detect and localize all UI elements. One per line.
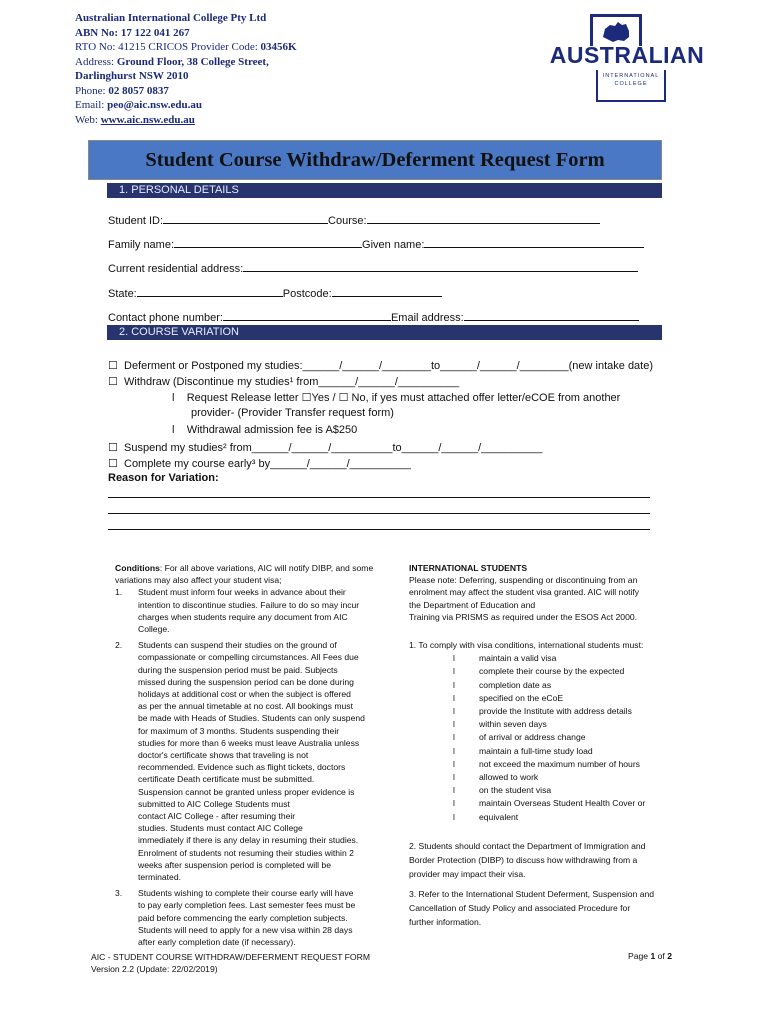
text-line: Cancellation of Study Policy and associated Procedure for: [409, 902, 631, 913]
condition-line: immediately if there is any delay in resuming their studies.: [138, 835, 359, 846]
web-line: [75, 113, 405, 128]
logo-sub-college: COLLEGE: [614, 81, 648, 87]
section-course-variation-heading: 2. COURSE VARIATION: [107, 325, 662, 340]
complete-early-text: Complete my course early³ by______/______/__________: [124, 458, 411, 470]
text-line: Training via PRISMS as required under the ESOS Act 2000.: [409, 611, 638, 622]
address-line1: [75, 55, 405, 70]
visa-condition-text: maintain a valid visa: [479, 653, 557, 664]
conditions-intro: [115, 562, 390, 586]
checkbox-icon[interactable]: ☐: [108, 458, 118, 470]
visa-condition-text: maintain Overseas Student Health Cover or: [479, 798, 646, 809]
address-street: Ground Floor, 38 College Street,: [116, 55, 269, 68]
logo-wordmark: AUSTRALIAN: [549, 42, 705, 68]
withdrawal-fee: [172, 424, 357, 436]
visa-condition-item: [453, 718, 689, 730]
address-label: Address:: [75, 55, 117, 68]
visa-condition-item: [453, 745, 689, 757]
condition-line: intention to discontinue studies. Failure to do so may incur: [138, 599, 360, 610]
withdraw-text: Withdraw (Discontinue my studies¹ from______/______/__________: [124, 376, 460, 388]
visa-condition-text: within seven days: [479, 719, 547, 730]
text-line: the Department of Education and: [409, 599, 536, 610]
condition-line: compassionate or compelling circumstances. All Fees due: [138, 652, 359, 663]
visa-condition-item: [453, 771, 689, 783]
condition-line: College.: [138, 624, 170, 635]
course-label: Course:: [328, 215, 367, 227]
visa-condition-text: of arrival or address change: [479, 732, 586, 743]
course-field[interactable]: [367, 212, 600, 224]
visa-condition-item: [453, 679, 689, 691]
rto-prefix: RTO No: 41215 CRICOS Provider Code:: [75, 41, 261, 53]
bullet-icon: l: [453, 666, 455, 677]
reason-field-line-2[interactable]: [108, 513, 650, 514]
contact-phone-label: Contact phone number:: [108, 312, 223, 324]
condition-line: Student must inform four weeks in advance about their: [138, 587, 346, 598]
text-line: 3. Refer to the International Student Deferment, Suspension and: [409, 888, 655, 899]
student-id-row: [108, 212, 600, 227]
visa-conditions-list: [453, 652, 689, 823]
condition-line: holidays at additional cost or when the subject is offered: [138, 689, 351, 700]
text-line: enrolment may affect the student visa granted. AIC will notify: [409, 587, 640, 598]
condition-item: [115, 586, 390, 635]
given-name-field[interactable]: [424, 236, 644, 248]
bullet-icon: l: [453, 653, 455, 664]
condition-line: be made with Heads of Studies. Students can only suspend: [138, 713, 365, 724]
international-point-2: [409, 839, 689, 881]
student-id-label: Student ID:: [108, 215, 164, 227]
postcode-label: Postcode:: [282, 288, 332, 300]
email-value: peo@aic.nsw.edu.au: [107, 99, 202, 111]
phone-label: Phone:: [75, 84, 109, 97]
postcode-field[interactable]: [332, 285, 442, 297]
logo-sub-international: INTERNATIONAL: [602, 73, 660, 79]
address-row: [108, 260, 638, 275]
rto-line: [75, 40, 405, 55]
form-title: Student Course Withdraw/Deferment Request Form: [145, 149, 605, 171]
international-note: [409, 574, 689, 623]
visa-condition-text: maintain a full-time study load: [479, 745, 593, 756]
condition-number: 1.: [115, 587, 123, 598]
phone-value: 02 8057 0837: [108, 84, 169, 97]
international-point-1: 1. To comply with visa conditions, international students must:: [409, 640, 644, 651]
condition-item: [115, 639, 390, 883]
condition-line: doctor's certificate shows that traveling is not: [138, 750, 309, 761]
organisation-details: [75, 11, 405, 127]
condition-line: after early completion date (if necessary).: [138, 937, 296, 948]
release-letter-option: [172, 391, 620, 404]
bullet-icon: l: [453, 798, 455, 809]
checkbox-icon[interactable]: ☐: [108, 376, 118, 388]
cricos-code: 03456K: [260, 41, 297, 53]
international-students-block: [409, 562, 689, 929]
bullet-icon: l: [453, 772, 455, 783]
suspend-option[interactable]: [108, 441, 542, 454]
conditions-block: [115, 562, 390, 948]
condition-line: recommended. Evidence such as flight tickets, doctors: [138, 762, 346, 773]
condition-line: submitted to AIC College Students must: [138, 798, 290, 809]
bullet-icon: l: [453, 692, 455, 703]
visa-condition-text: complete their course by the expected: [479, 666, 625, 677]
condition-text: [138, 586, 359, 635]
condition-line: contact AIC College - after resuming their: [138, 811, 296, 822]
state-field[interactable]: [137, 285, 283, 297]
checkbox-icon[interactable]: ☐: [108, 442, 118, 454]
condition-line: Students will need to apply for a new visa within 28 days: [138, 924, 353, 935]
visa-condition-item: [453, 705, 689, 717]
visa-condition-text: provide the Institute with address details: [479, 706, 632, 717]
residential-address-field[interactable]: [243, 260, 638, 272]
condition-line: to pay early completion fees. Last semester fees must be: [138, 900, 356, 911]
conditions-heading: Conditions: [115, 563, 160, 573]
condition-line: studies for more than 6 weeks must leave Australia unless: [138, 737, 360, 748]
page-prefix: Page: [628, 951, 651, 961]
checkbox-icon[interactable]: ☐: [108, 360, 118, 372]
text-line: provider may impact their visa.: [409, 868, 526, 879]
logo-subtitle: [596, 70, 666, 102]
condition-line: weeks after suspension period is completed will be: [138, 859, 331, 870]
condition-line: Students wishing to complete their course early will have: [138, 888, 354, 899]
international-heading: INTERNATIONAL STUDENTS: [409, 563, 528, 573]
reason-label: Reason for Variation:: [108, 472, 219, 484]
web-link[interactable]: www.aic.nsw.edu.au: [100, 113, 195, 126]
withdraw-option[interactable]: [108, 375, 459, 388]
page-number: [628, 951, 672, 961]
student-id-field[interactable]: [163, 212, 328, 224]
visa-condition-item: [453, 652, 689, 664]
condition-line: missed during the suspension period can be done during: [138, 676, 354, 687]
condition-text: [138, 639, 365, 883]
visa-condition-text: on the student visa: [479, 785, 552, 796]
company-name: Australian International College Pty Ltd: [75, 12, 267, 24]
contact-phone-field[interactable]: [223, 309, 391, 321]
conditions-list: [115, 586, 390, 948]
bullet-icon: l: [172, 424, 175, 436]
abn: ABN No: 17 122 041 267: [75, 26, 190, 39]
email-address-field[interactable]: [464, 309, 639, 321]
page-current: 1: [650, 951, 656, 961]
footer-doc-title: AIC - STUDENT COURSE WITHDRAW/DEFERMENT REQUEST FORM: [91, 952, 370, 962]
given-name-label: Given name:: [362, 239, 425, 251]
complete-early-option[interactable]: [108, 457, 411, 470]
conditions-intro-text: : For all above variations, AIC will notify DIBP, and some variations may also affect your student visa;: [115, 563, 374, 586]
form-title-bar: [88, 140, 662, 180]
text-line: Border Protection (DIBP) to discuss how withdrawing from a: [409, 854, 638, 865]
visa-condition-item: [453, 784, 689, 796]
condition-line: terminated.: [138, 872, 181, 883]
condition-line: for maximum of 3 months. Students suspending their: [138, 725, 340, 736]
international-point-3: [409, 887, 689, 929]
condition-line: during the suspension period must be paid. Subjects: [138, 664, 338, 675]
visa-condition-item: [453, 692, 689, 704]
condition-number: 3.: [115, 888, 123, 899]
visa-condition-text: not exceed the maximum number of hours: [479, 758, 640, 769]
family-name-field[interactable]: [174, 236, 362, 248]
visa-condition-text: completion date as: [479, 679, 552, 690]
bullet-icon: l: [453, 706, 455, 717]
email-address-label: Email address:: [390, 312, 464, 324]
family-name-label: Family name:: [108, 239, 175, 251]
condition-line: Enrolment of students not resuming their studies within 2: [138, 847, 354, 858]
visa-condition-text: specified on the eCoE: [479, 692, 564, 703]
visa-condition-item: [453, 797, 689, 809]
text-line: 2. Students should contact the Department of Immigration and: [409, 840, 646, 851]
page-of: of: [655, 951, 668, 961]
condition-line: paid before commencing the early completion subjects.: [138, 912, 348, 923]
visa-condition-item: [453, 665, 689, 677]
contact-row: [108, 309, 639, 324]
email-label: Email:: [75, 99, 108, 111]
visa-condition-text: allowed to work: [479, 772, 539, 783]
condition-number: 2.: [115, 640, 123, 651]
visa-condition-item: [453, 758, 689, 770]
release-letter-text: Request Release letter ☐Yes / ☐ No, if yes must attached offer letter/eCOE from another: [186, 392, 621, 404]
release-letter-continued: provider- (Provider Transfer request form): [191, 407, 394, 419]
deferment-option[interactable]: [108, 359, 653, 372]
state-row: [108, 285, 442, 300]
address-line2: Darlinghurst NSW 2010: [75, 70, 189, 82]
withdrawal-fee-text: Withdrawal admission fee is A$250: [186, 424, 358, 436]
name-row: [108, 236, 644, 251]
text-line: Please note: Deferring, suspending or discontinuing from an: [409, 575, 638, 586]
web-label: Web:: [75, 113, 101, 126]
footer-left: [91, 951, 370, 975]
reason-field-line-3[interactable]: [108, 529, 650, 530]
state-label: State:: [108, 288, 137, 300]
bullet-icon: l: [453, 679, 455, 690]
visa-condition-item: [453, 731, 689, 743]
deferment-text: Deferment or Postponed my studies:______/______/________to______/______/________(new intake date): [124, 360, 654, 372]
bullet-icon: l: [453, 732, 455, 743]
text-line: further information.: [409, 916, 482, 927]
condition-line: as per the annual timetable at no cost. All bookings must: [138, 701, 353, 712]
bullet-icon: l: [453, 785, 455, 796]
bullet-icon: l: [172, 392, 175, 404]
condition-line: studies. Students must contact AIC College: [138, 823, 303, 834]
visa-condition-text: equivalent: [479, 811, 519, 822]
bullet-icon: l: [453, 745, 455, 756]
bullet-icon: l: [453, 758, 455, 769]
visa-condition-item: [453, 811, 689, 823]
condition-line: certificate Death certificate must be submitted.: [138, 774, 315, 785]
email-line: [75, 98, 405, 113]
condition-line: Suspension cannot be granted unless proper evidence is: [138, 786, 355, 797]
condition-text: [138, 887, 355, 948]
suspend-text: Suspend my studies² from______/______/__________to______/______/__________: [124, 442, 543, 454]
residential-address-label: Current residential address:: [108, 263, 244, 275]
footer-version: Version 2.2 (Update: 22/02/2019): [91, 964, 218, 974]
phone-line: [75, 84, 405, 99]
condition-line: Students can suspend their studies on the ground of: [138, 640, 337, 651]
page-total: 2: [667, 951, 672, 961]
australia-map-icon: [593, 17, 639, 45]
condition-item: [115, 887, 390, 948]
bullet-icon: l: [453, 811, 455, 822]
reason-field-line-1[interactable]: [108, 497, 650, 498]
condition-line: charges when students require any document from AIC: [138, 611, 348, 622]
section-personal-details-heading: 1. PERSONAL DETAILS: [107, 183, 662, 198]
bullet-icon: l: [453, 719, 455, 730]
